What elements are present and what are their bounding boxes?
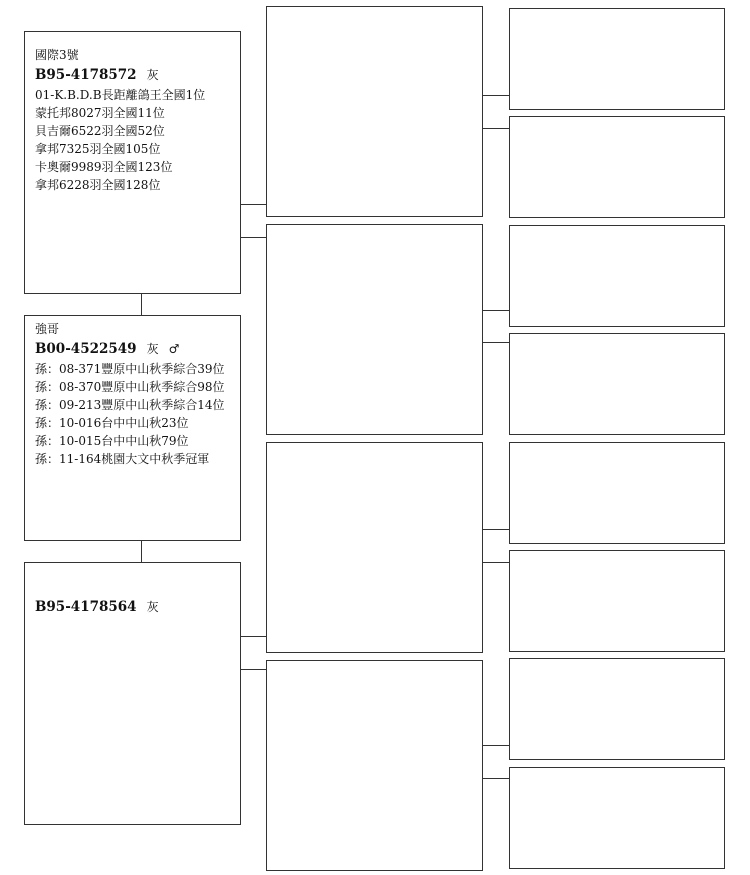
- sire-record: 卡奧爾9989羽全國123位: [35, 160, 173, 174]
- subject-name: 強哥: [35, 322, 60, 336]
- pedigree-box-grandparent: [266, 442, 483, 653]
- subject-ring: B00-4522549: [35, 341, 137, 357]
- sire-color: 灰: [146, 68, 159, 82]
- pedigree-box-great-grandparent: [509, 658, 725, 760]
- connector-line: [241, 636, 266, 637]
- subject-record: 孫：08-370豐原中山秋季綜合98位: [35, 380, 225, 394]
- sire-record: 拿邦7325羽全國105位: [35, 142, 161, 156]
- sire-ring-row: [35, 64, 205, 86]
- pedigree-box-grandparent: [266, 660, 483, 871]
- pedigree-box-grandparent: [266, 6, 483, 217]
- sire-ring: B95-4178572: [35, 67, 137, 83]
- pedigree-box-great-grandparent: [509, 333, 725, 435]
- connector-line: [483, 128, 509, 129]
- connector-line: [483, 310, 509, 311]
- connector-line: [141, 541, 142, 562]
- connector-line: [241, 204, 266, 205]
- connector-line: [241, 669, 266, 670]
- connector-line: [483, 745, 509, 746]
- dam-color: 灰: [146, 600, 159, 614]
- male-icon: ♂: [168, 342, 180, 356]
- pedigree-box-sire: [24, 31, 241, 294]
- subject-record: 孫：08-371豐原中山秋季綜合39位: [35, 362, 225, 376]
- subject-record: 孫：11-164桃園大文中秋季冠軍: [35, 452, 210, 466]
- subject-record: 孫：09-213豐原中山秋季綜合14位: [35, 398, 225, 412]
- pedigree-box-great-grandparent: [509, 8, 725, 110]
- subject-record: 孫：10-016台中中山秋23位: [35, 416, 189, 430]
- connector-line: [483, 95, 509, 96]
- sire-record: 蒙托邦8027羽全國11位: [35, 106, 165, 120]
- pedigree-box-grandparent: [266, 224, 483, 435]
- pedigree-box-great-grandparent: [509, 767, 725, 869]
- pedigree-box-subject: [24, 315, 241, 541]
- pedigree-box-great-grandparent: [509, 442, 725, 544]
- sire-record: 拿邦6228羽全國128位: [35, 178, 161, 192]
- connector-line: [483, 778, 509, 779]
- pedigree-box-great-grandparent: [509, 225, 725, 327]
- pedigree-box-great-grandparent: [509, 550, 725, 652]
- connector-line: [483, 529, 509, 530]
- sire-record: 貝吉爾6522羽全國52位: [35, 124, 165, 138]
- connector-line: [241, 237, 266, 238]
- pedigree-box-dam: [24, 562, 241, 825]
- subject-record: 孫：10-015台中中山秋79位: [35, 434, 189, 448]
- subject-ring-row: [35, 338, 225, 360]
- connector-line: [141, 294, 142, 315]
- connector-line: [483, 562, 509, 563]
- connector-line: [483, 342, 509, 343]
- dam-ring: B95-4178564: [35, 599, 137, 615]
- sire-name: 國際3號: [35, 48, 79, 62]
- subject-color: 灰: [146, 342, 159, 356]
- dam-ring-row: [35, 596, 159, 618]
- sire-record: 01-K.B.D.B長距離鴿王全國1位: [35, 88, 206, 102]
- pedigree-box-great-grandparent: [509, 116, 725, 218]
